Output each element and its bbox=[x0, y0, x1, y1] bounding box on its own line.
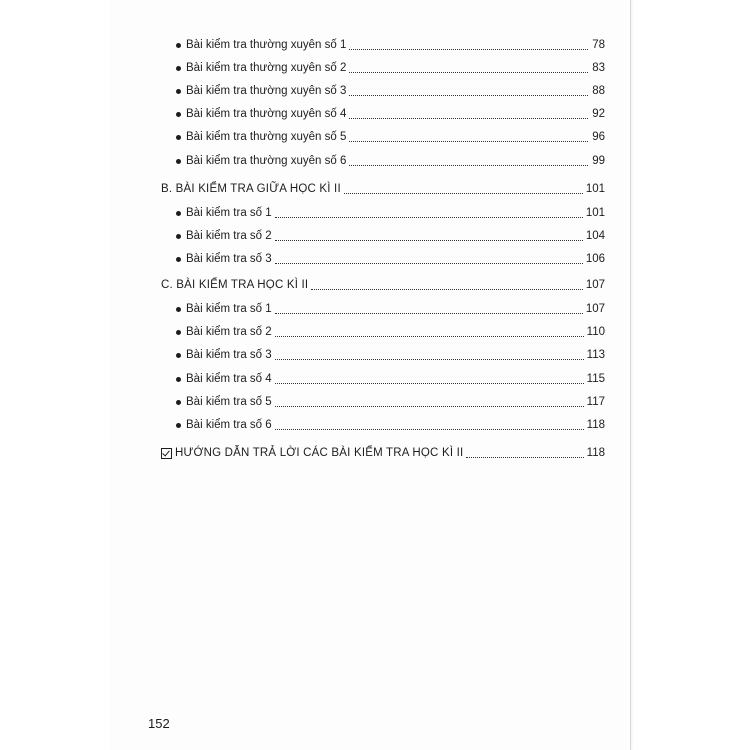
toc-entry-label: Bài kiểm tra số 1 bbox=[186, 207, 272, 219]
dot-leader bbox=[275, 383, 584, 384]
dot-leader bbox=[466, 457, 583, 458]
toc-entry-label: Bài kiểm tra thường xuyên số 2 bbox=[186, 62, 347, 74]
toc-entry-label: Bài kiểm tra số 2 bbox=[186, 326, 272, 338]
toc-entry-label: Bài kiểm tra số 4 bbox=[186, 373, 272, 385]
bullet-icon bbox=[176, 211, 181, 216]
toc-entry bbox=[161, 80, 605, 102]
toc-entry-page: 101 bbox=[585, 207, 605, 219]
toc-entry bbox=[161, 150, 605, 172]
toc-entry-page: 106 bbox=[585, 253, 605, 265]
bullet-icon bbox=[176, 89, 181, 94]
page-number: 152 bbox=[148, 716, 170, 731]
toc-entry bbox=[161, 34, 605, 56]
toc-entry bbox=[161, 391, 605, 413]
checkbox-icon bbox=[161, 448, 172, 459]
dot-leader bbox=[349, 118, 588, 119]
toc-entry bbox=[161, 321, 605, 343]
toc-entry bbox=[161, 225, 605, 247]
bullet-icon bbox=[176, 400, 181, 405]
dot-leader bbox=[275, 263, 583, 264]
toc-entry bbox=[161, 202, 605, 224]
dot-leader bbox=[311, 289, 583, 290]
section-c-label: C. BÀI KIỂM TRA HỌC KÌ II bbox=[161, 279, 309, 291]
dot-leader bbox=[275, 336, 584, 337]
dot-leader bbox=[275, 406, 584, 407]
dot-leader bbox=[275, 359, 584, 360]
dot-leader bbox=[349, 141, 588, 142]
bullet-icon bbox=[176, 377, 181, 382]
bullet-icon bbox=[176, 234, 181, 239]
dot-leader bbox=[275, 240, 583, 241]
bullet-icon bbox=[176, 353, 181, 358]
answers-section-label: HƯỚNG DẪN TRẢ LỜI CÁC BÀI KIỂM TRA HỌC KÌ II bbox=[175, 447, 464, 459]
toc-entry-page: 99 bbox=[592, 155, 605, 167]
toc-entry-page: 117 bbox=[586, 396, 605, 408]
toc-entry-page: 110 bbox=[586, 326, 605, 338]
toc-entry bbox=[161, 344, 605, 366]
toc-entry-label: Bài kiểm tra số 3 bbox=[186, 349, 272, 361]
dot-leader bbox=[349, 95, 588, 96]
dot-leader bbox=[275, 429, 584, 430]
toc-entry-page: 107 bbox=[585, 303, 605, 315]
bullet-icon bbox=[176, 257, 181, 262]
toc-entry-page: 107 bbox=[585, 279, 605, 291]
toc-entry bbox=[161, 414, 605, 436]
toc-entry-page: 113 bbox=[586, 349, 605, 361]
dot-leader bbox=[344, 193, 583, 194]
toc-entry bbox=[161, 248, 605, 270]
toc-entry-label: Bài kiểm tra số 6 bbox=[186, 419, 272, 431]
dot-leader bbox=[275, 313, 583, 314]
dot-leader bbox=[349, 165, 588, 166]
bullet-icon bbox=[176, 135, 181, 140]
toc-section-heading bbox=[161, 178, 605, 200]
toc-entry-page: 83 bbox=[592, 62, 605, 74]
toc-entry-page: 96 bbox=[592, 131, 605, 143]
toc-entry-label: Bài kiểm tra thường xuyên số 6 bbox=[186, 155, 347, 167]
toc-section-heading bbox=[161, 442, 605, 464]
toc-entry-page: 118 bbox=[586, 447, 605, 459]
bullet-icon bbox=[176, 112, 181, 117]
toc-entry bbox=[161, 126, 605, 148]
toc-entry bbox=[161, 103, 605, 125]
toc-entry-page: 78 bbox=[592, 39, 605, 51]
toc-entry-label: Bài kiểm tra thường xuyên số 1 bbox=[186, 39, 347, 51]
toc-section-heading bbox=[161, 274, 605, 296]
bullet-icon bbox=[176, 43, 181, 48]
section-b-label: B. BÀI KIỂM TRA GIỮA HỌC KÌ II bbox=[161, 183, 341, 195]
toc-entry-page: 118 bbox=[586, 419, 605, 431]
toc-entry-label: Bài kiểm tra số 2 bbox=[186, 230, 272, 242]
bullet-icon bbox=[176, 423, 181, 428]
toc-entry-page: 115 bbox=[586, 373, 605, 385]
toc-entry-label: Bài kiểm tra số 3 bbox=[186, 253, 272, 265]
toc-entry-label: Bài kiểm tra thường xuyên số 3 bbox=[186, 85, 347, 97]
toc-entry-page: 92 bbox=[592, 108, 605, 120]
toc-entry-page: 101 bbox=[585, 183, 605, 195]
toc-entry bbox=[161, 298, 605, 320]
bullet-icon bbox=[176, 66, 181, 71]
toc-entry-page: 104 bbox=[585, 230, 605, 242]
toc-entry-page: 88 bbox=[592, 85, 605, 97]
bullet-icon bbox=[176, 307, 181, 312]
dot-leader bbox=[349, 49, 588, 50]
toc-entry-label: Bài kiểm tra số 1 bbox=[186, 303, 272, 315]
toc-entry bbox=[161, 57, 605, 79]
dot-leader bbox=[349, 72, 588, 73]
bullet-icon bbox=[176, 330, 181, 335]
toc-entry bbox=[161, 368, 605, 390]
toc-entry-label: Bài kiểm tra thường xuyên số 5 bbox=[186, 131, 347, 143]
bullet-icon bbox=[176, 159, 181, 164]
toc-entry-label: Bài kiểm tra thường xuyên số 4 bbox=[186, 108, 347, 120]
dot-leader bbox=[275, 217, 583, 218]
toc-entry-label: Bài kiểm tra số 5 bbox=[186, 396, 272, 408]
